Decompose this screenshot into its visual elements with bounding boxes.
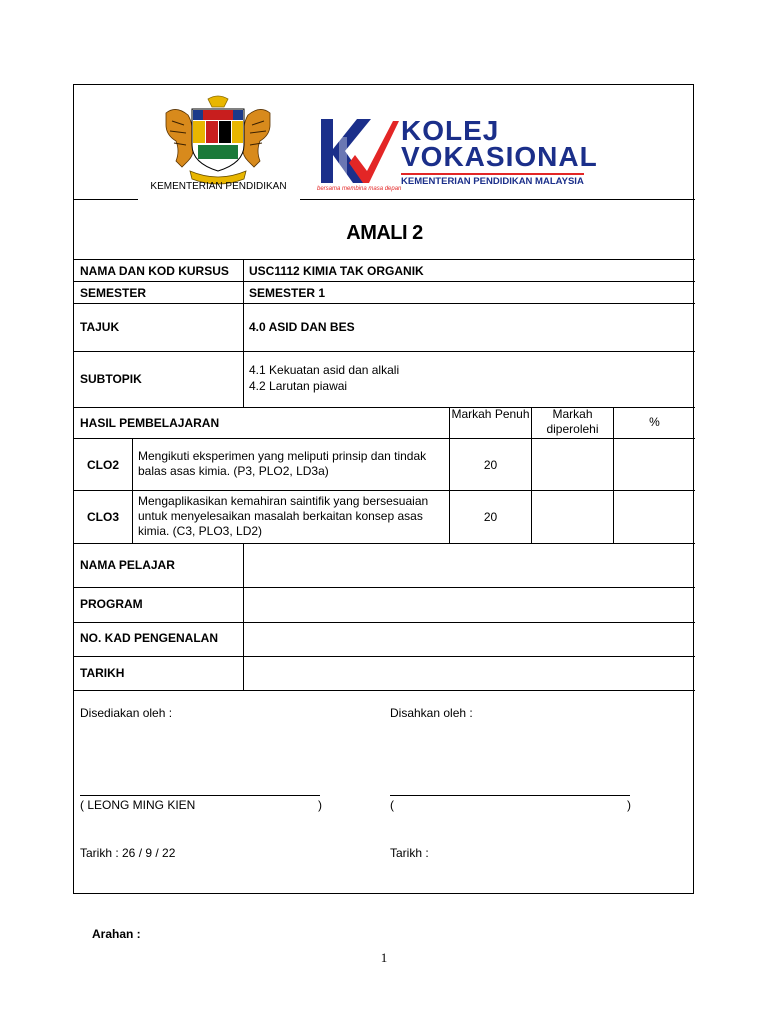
rule-row7-top [74,490,695,491]
ministry-caption: KEMENTERIAN PENDIDIKAN [150,181,287,192]
rule-row2-top [74,281,695,282]
semester-value: SEMESTER 1 [249,286,326,300]
approved-by-label: Disahkan oleh : [390,706,473,720]
document-frame [73,84,694,894]
semester-label: SEMESTER [80,286,147,300]
rule-row12-top [74,690,695,691]
rule-label-col [243,259,244,407]
outcomes-label: HASIL PEMBELAJARAN [80,416,220,430]
ic-label: NO. KAD PENGENALAN [80,631,219,645]
rule-row9-top [74,587,695,588]
rule-student-col [243,543,244,690]
clo2-code: CLO2 [86,458,119,472]
prepared-signature-line [80,795,320,796]
rule-row11-top [74,656,695,657]
date-label: TARIKH [80,666,125,680]
subtopic-item-1: 4.1 Kekuatan asid dan alkali [249,363,400,377]
topic-value: 4.0 ASID DAN BES [249,320,355,334]
ic-field[interactable] [249,631,689,646]
col-header-obtained: Markah diperolehi [546,407,599,436]
kv-subtitle: KEMENTERIAN PENDIDIKAN MALAYSIA [401,173,584,187]
page-number: 1 [380,950,388,965]
approved-date: Tarikh : [390,846,429,860]
rule-row6-top [74,438,695,439]
approved-name-open: ( [390,798,394,812]
col-header-percent: % [649,415,660,429]
clo2-full-marks: 20 [483,458,498,472]
course-value: USC1112 KIMIA TAK ORGANIK [249,264,424,278]
date-field[interactable] [249,666,689,681]
student-name-field[interactable] [249,558,689,573]
clo3-description: Mengaplikasikan kemahiran saintifik yang bersesuaian untuk menyelesaikan masalah berkaitan konsep asas kimia. (C3, PLO3, LD2) [138,494,429,538]
rule-row8-top [74,543,695,544]
kv-line2: VOKASIONAL [401,141,598,172]
prepared-name-close: ) [318,798,322,812]
page-title: AMALI 2 [346,222,423,244]
prepared-name-open: ( LEONG MING KIEN [80,798,196,812]
subtopic-label: SUBTOPIK [80,372,142,386]
kv-emblem-icon [317,115,399,187]
rule-clo-code-col [132,438,133,543]
approved-signature-line [390,795,630,796]
rule-row4-top [74,351,695,352]
clo2-description: Mengikuti eksperimen yang meliputi prinsip dan tindak balas asas kimia. (P3, PLO2, LD3a) [138,449,427,478]
clo3-code: CLO3 [86,510,119,524]
rule-row3-top [74,303,695,304]
program-label: PROGRAM [80,597,143,611]
rule-row10-top [74,622,695,623]
prepared-by-label: Disediakan oleh : [80,706,173,720]
kv-line1: KOLEJ [401,115,500,146]
coat-of-arms-icon [136,95,301,187]
kolej-vokasional-logo [317,115,617,195]
header-divider-right [300,199,695,200]
subtopic-item-2: 4.2 Larutan piawai [249,379,348,393]
topic-label: TAJUK [80,320,120,334]
approved-name-close: ) [627,798,631,812]
clo3-full-marks: 20 [483,510,498,524]
prepared-date: Tarikh : 26 / 9 / 22 [80,846,176,860]
student-name-label: NAMA PELAJAR [80,558,175,572]
instructions-label: Arahan : [92,927,141,941]
ministry-logo [136,95,301,203]
kv-tagline: bersama membina masa depan [317,186,402,192]
program-field[interactable] [249,597,689,612]
course-label: NAMA DAN KOD KURSUS [80,264,229,278]
header-divider-left [74,199,138,200]
col-header-full: Markah Penuh [451,407,530,421]
rule-row1-top [74,259,695,260]
